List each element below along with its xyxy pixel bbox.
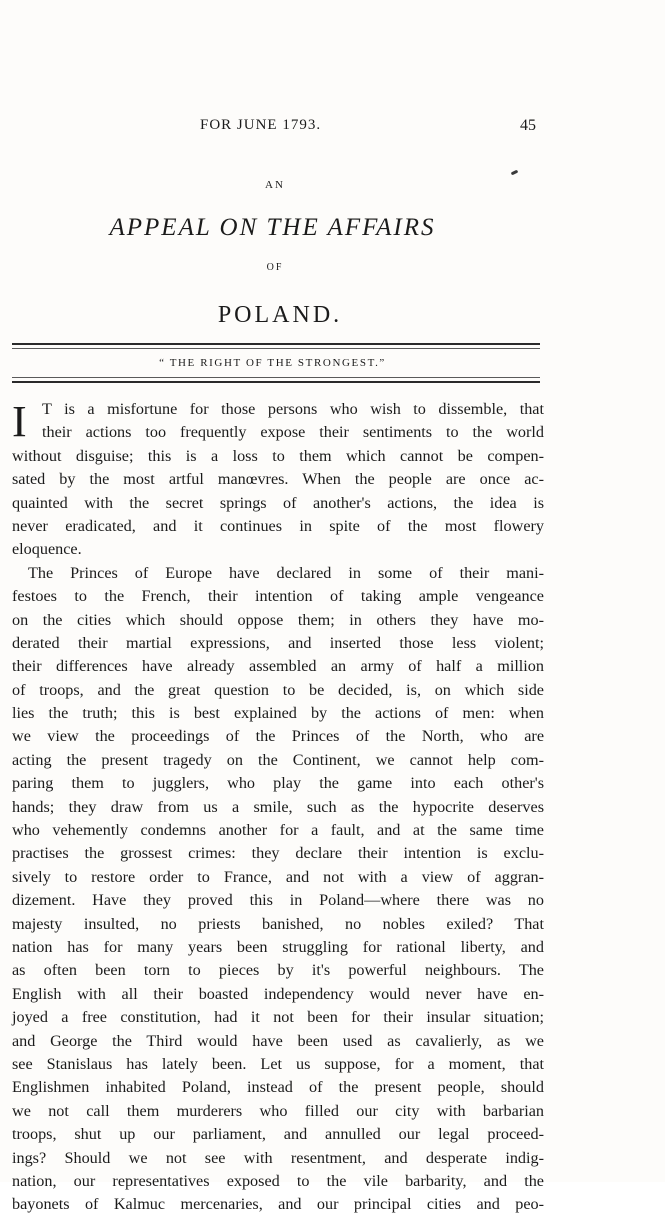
text-line: joyed a free constitution, had it not been for their insular situation; (12, 1008, 544, 1027)
text-line: lies the truth; this is best explained by the actions of men: when (12, 704, 544, 723)
text-line: troops, shut up our parliament, and annulled our legal proceed- (12, 1125, 544, 1144)
article-body (12, 398, 544, 1217)
text-line: their actions too frequently expose their sentiments to the world (42, 423, 544, 442)
text-line: as often been torn to pieces by it's powerful neighbours. The (12, 961, 544, 980)
running-head (0, 117, 665, 139)
text-line: Englishmen inhabited Poland, instead of the present people, should (12, 1078, 544, 1097)
text-line: T is a misfortune for those persons who wish to dissemble, that (42, 400, 544, 418)
title-subject: POLAND. (217, 302, 343, 328)
running-title: FOR JUNE 1793. (200, 117, 322, 133)
text-line: practises the grossest crimes: they declare their intention is exclu- (12, 844, 544, 863)
text-line: we not call them murderers who filled our city with barbarian (12, 1101, 544, 1120)
text-line: nation, our representatives exposed to the vile barbarity, and the (12, 1171, 544, 1190)
text-line: who vehemently condemns another for a fault, and at the same time (12, 821, 544, 840)
divider-top-thin (12, 348, 540, 349)
text-line: never eradicated, and it continues in spite of the most flowery (12, 516, 544, 535)
text-line: we view the proceedings of the Princes of the North, who are (12, 727, 544, 746)
text-line: derated their martial expressions, and inserted those less violent; (12, 633, 544, 652)
text-line: eloquence. (12, 540, 82, 559)
text-line: quainted with the secret springs of another's actions, the idea is (12, 493, 544, 512)
title-of: OF (266, 262, 284, 273)
text-line: without disguise; this is a loss to them which cannot be compen- (12, 446, 544, 465)
text-line: of troops, and the great question to be decided, is, on which side (12, 680, 544, 699)
text-line: dizement. Have they proved this in Poland—where there was no (12, 891, 544, 910)
title-an: AN (265, 179, 285, 191)
text-line: sively to restore order to France, and not with a view of aggran- (12, 867, 544, 886)
page-number: 45 (520, 117, 536, 134)
text-line: sated by the most artful manœvres. When the people are once ac- (12, 470, 544, 489)
divider-bottom-thin (12, 377, 540, 378)
text-line: on the cities which should oppose them; in others they have mo- (12, 610, 544, 629)
motto: “ THE RIGHT OF THE STRONGEST.” (159, 357, 386, 369)
divider-top-thick (12, 343, 540, 345)
text-line: paring them to jugglers, who play the game into each other's (12, 774, 544, 793)
text-line: bayonets of Kalmuc mercenaries, and our principal cities and peo- (12, 1195, 544, 1214)
drop-cap: I (12, 397, 27, 446)
text-line: and George the Third would have been used as cavalierly, as we (12, 1031, 544, 1050)
text-line: ings? Should we not see with resentment, and desperate indig- (12, 1148, 544, 1167)
text-line: acting the present tragedy on the Continent, we cannot help com- (12, 750, 544, 769)
main-title: APPEAL ON THE AFFAIRS (109, 214, 436, 241)
ink-speck (511, 170, 519, 176)
text-line: English with all their boasted independency would never have en- (12, 984, 544, 1003)
text-line: see Stanislaus has lately been. Let us suppose, for a moment, that (12, 1054, 544, 1073)
text-line: majesty insulted, no priests banished, no nobles exiled? That (12, 914, 544, 933)
text-line: festoes to the French, their intention of taking ample vengeance (12, 587, 544, 606)
text-line: The Princes of Europe have declared in some of their mani- (28, 563, 544, 582)
text-line: hands; they draw from us a smile, such as the hypocrite deserves (12, 797, 544, 816)
text-line: nation has for many years been struggling for rational liberty, and (12, 937, 544, 956)
divider-bottom-thick (12, 381, 540, 383)
text-line: their differences have already assembled an army of half a million (12, 657, 544, 676)
